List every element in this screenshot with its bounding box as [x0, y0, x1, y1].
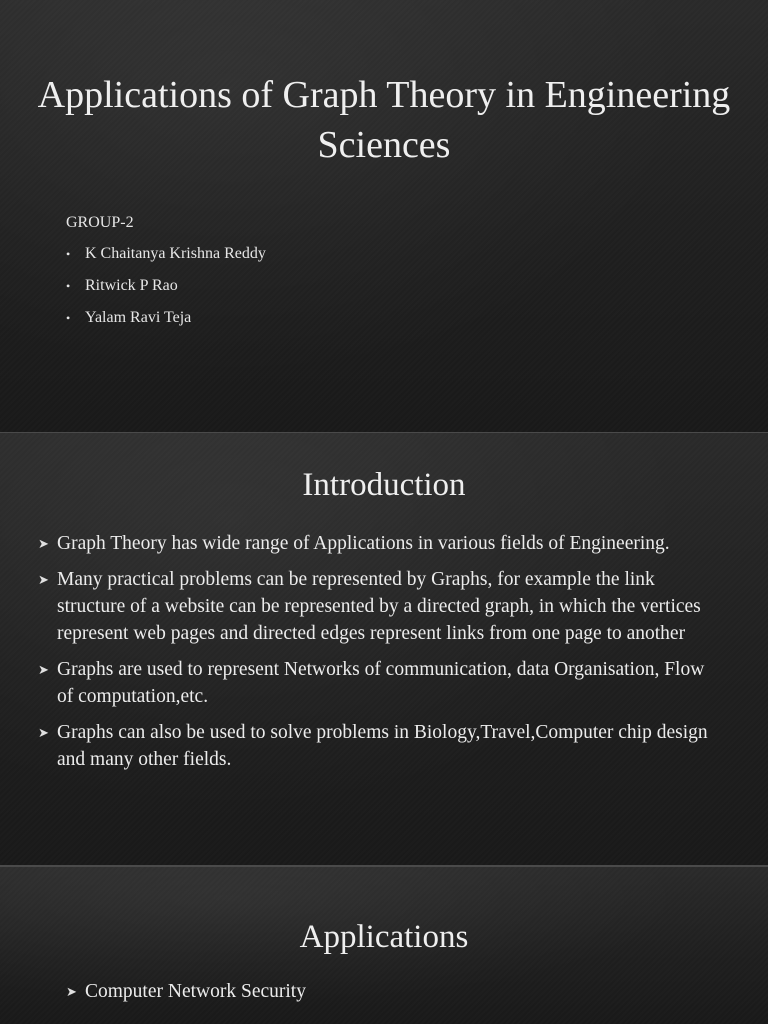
bullet-dot-icon: • [66, 247, 71, 261]
list-item [38, 656, 718, 710]
list-item [38, 530, 718, 557]
list-item [38, 719, 718, 773]
member-item [66, 243, 266, 275]
list-item [66, 978, 746, 1005]
arrowhead-bullet-icon: ➤ [38, 662, 49, 677]
arrowhead-bullet-icon: ➤ [38, 572, 49, 587]
list-item [38, 566, 718, 647]
group-label: GROUP-2 [66, 214, 134, 231]
point-text: Graphs are used to represent Networks of communication, data Organisation, Flow of computation,etc. [57, 659, 705, 707]
application-points [66, 978, 746, 1014]
member-name: K Chaitanya Krishna Reddy [85, 245, 266, 262]
bullet-dot-icon: • [66, 279, 71, 293]
point-text: Many practical problems can be represented by Graphs, for example the link structure of a website can be represented by a directed graph, in which the vertices represent web pages and directed edges represent links from one page to another [57, 569, 701, 644]
arrowhead-bullet-icon: ➤ [38, 536, 49, 551]
slide-title [0, 0, 768, 432]
member-name: Ritwick P Rao [85, 277, 178, 294]
member-item [66, 307, 266, 339]
bullet-dot-icon: • [66, 311, 71, 325]
point-text: Computer Network Security [85, 981, 306, 1002]
slide-heading: Introduction [302, 467, 466, 503]
member-item [66, 275, 266, 307]
member-list [66, 243, 266, 339]
member-name: Yalam Ravi Teja [85, 309, 192, 326]
point-text: Graph Theory has wide range of Applications in various fields of Engineering. [57, 533, 670, 554]
slide-introduction [0, 433, 768, 865]
point-text: Graphs can also be used to solve problems in Biology,Travel,Computer chip design and many other fields. [57, 722, 708, 770]
arrowhead-bullet-icon: ➤ [66, 984, 77, 999]
intro-points [38, 530, 718, 782]
arrowhead-bullet-icon: ➤ [38, 725, 49, 740]
presentation-title: Applications of Graph Theory in Engineering Sciences [37, 74, 731, 166]
slide-applications [0, 867, 768, 1024]
slide-heading: Applications [299, 919, 469, 955]
